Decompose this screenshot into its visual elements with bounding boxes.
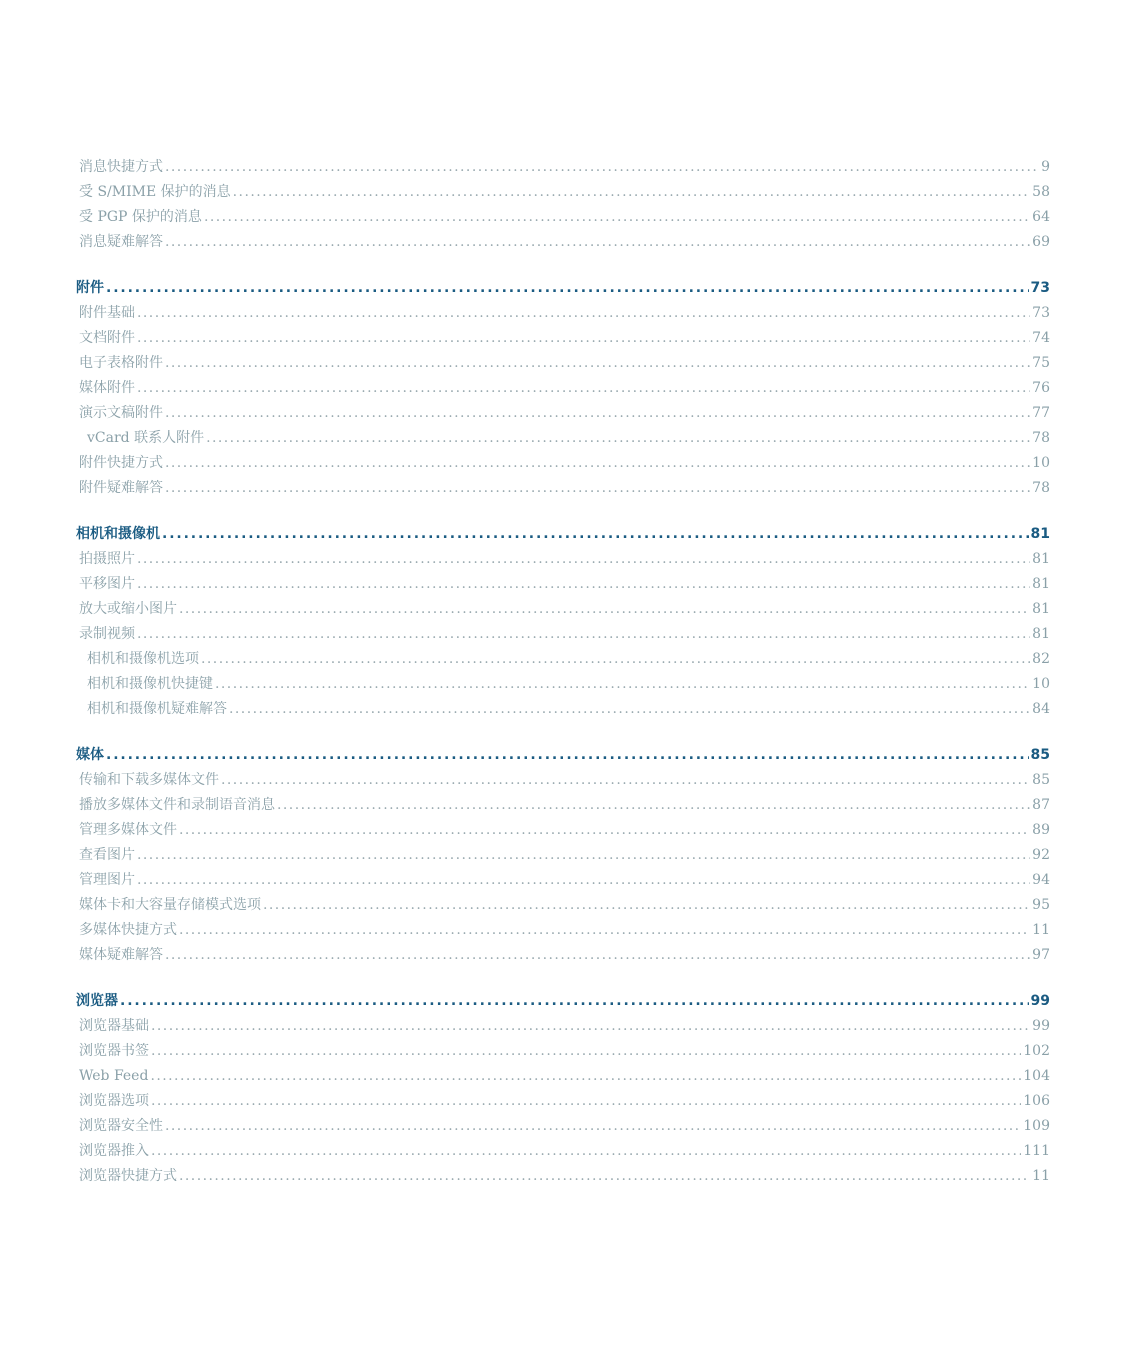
toc-entry[interactable] bbox=[76, 1014, 1050, 1039]
dot-leader bbox=[165, 476, 1030, 501]
dot-leader bbox=[151, 1039, 1021, 1064]
toc-heading-label: 相机和摄像机 bbox=[76, 526, 160, 542]
toc-entry-label: 管理多媒体文件 bbox=[79, 822, 177, 838]
toc-entry-label: Web Feed bbox=[79, 1068, 149, 1084]
toc-entry[interactable] bbox=[76, 918, 1050, 943]
toc-entry-page: 95 bbox=[1032, 897, 1050, 913]
toc-entry[interactable] bbox=[76, 768, 1050, 793]
toc-entry-label: 电子表格附件 bbox=[79, 355, 163, 371]
dot-leader bbox=[137, 376, 1030, 401]
toc-entry[interactable] bbox=[76, 205, 1050, 230]
dot-leader bbox=[179, 918, 1030, 943]
table-of-contents bbox=[76, 155, 1050, 1210]
toc-entry-label: 管理图片 bbox=[79, 872, 135, 888]
toc-entry-label: 拍摄照片 bbox=[79, 551, 135, 567]
toc-entry-page: 76 bbox=[1032, 380, 1050, 396]
dot-leader bbox=[137, 547, 1030, 572]
toc-entry[interactable] bbox=[76, 451, 1050, 476]
toc-entry[interactable] bbox=[76, 547, 1050, 572]
dot-leader bbox=[165, 230, 1030, 255]
toc-section-heading[interactable] bbox=[76, 522, 1050, 547]
toc-entry-label: 相机和摄像机选项 bbox=[87, 651, 199, 667]
toc-entry-label: 平移图片 bbox=[79, 576, 135, 592]
dot-leader bbox=[221, 768, 1030, 793]
toc-entry-label: 播放多媒体文件和录制语音消息 bbox=[79, 797, 275, 813]
toc-entry[interactable] bbox=[76, 1139, 1050, 1164]
toc-entry-label: 附件快捷方式 bbox=[79, 455, 163, 471]
toc-entry-page: 78 bbox=[1032, 480, 1050, 496]
dot-leader bbox=[137, 868, 1030, 893]
toc-entry-page: 84 bbox=[1032, 701, 1050, 717]
dot-leader bbox=[277, 793, 1030, 818]
toc-entry[interactable] bbox=[76, 1164, 1050, 1189]
dot-leader bbox=[151, 1139, 1021, 1164]
toc-entry[interactable] bbox=[76, 326, 1050, 351]
dot-leader bbox=[233, 180, 1031, 205]
dot-leader bbox=[151, 1014, 1030, 1039]
dot-leader bbox=[165, 1114, 1021, 1139]
toc-entry-label: 附件疑难解答 bbox=[79, 480, 163, 496]
toc-entry[interactable] bbox=[76, 868, 1050, 893]
toc-entry-label: 多媒体快捷方式 bbox=[79, 922, 177, 938]
toc-entry[interactable] bbox=[76, 351, 1050, 376]
toc-entry-label: 受 PGP 保护的消息 bbox=[79, 209, 202, 225]
dot-leader bbox=[120, 989, 1029, 1014]
toc-entry-page: 11 bbox=[1032, 1168, 1050, 1184]
toc-section-heading[interactable] bbox=[76, 743, 1050, 768]
toc-entry-label: 放大或缩小图片 bbox=[79, 601, 177, 617]
toc-entry[interactable] bbox=[76, 672, 1050, 697]
toc-entry-page: 77 bbox=[1032, 405, 1050, 421]
dot-leader bbox=[137, 843, 1030, 868]
toc-heading-page: 85 bbox=[1030, 747, 1050, 763]
toc-entry-label: 传输和下载多媒体文件 bbox=[79, 772, 219, 788]
dot-leader bbox=[162, 522, 1029, 547]
toc-entry-label: 媒体疑难解答 bbox=[79, 947, 163, 963]
dot-leader bbox=[165, 155, 1039, 180]
toc-section-attachments bbox=[76, 276, 1050, 501]
dot-leader bbox=[106, 743, 1029, 768]
toc-entry[interactable] bbox=[76, 1039, 1050, 1064]
dot-leader bbox=[137, 572, 1030, 597]
toc-entry-label: 消息快捷方式 bbox=[79, 159, 163, 175]
toc-entry-page: 109 bbox=[1023, 1118, 1050, 1134]
toc-entry-page: 111 bbox=[1023, 1143, 1050, 1159]
toc-entry[interactable] bbox=[76, 893, 1050, 918]
toc-entry[interactable] bbox=[76, 155, 1050, 180]
toc-entry-label: 浏览器书签 bbox=[79, 1043, 149, 1059]
toc-entry-page: 89 bbox=[1032, 822, 1050, 838]
dot-leader bbox=[165, 943, 1030, 968]
toc-entry-page: 58 bbox=[1032, 184, 1050, 200]
toc-entry-label: vCard 联系人附件 bbox=[87, 430, 205, 446]
toc-entry-label: 相机和摄像机疑难解答 bbox=[87, 701, 227, 717]
dot-leader bbox=[229, 697, 1030, 722]
toc-entry-label: 演示文稿附件 bbox=[79, 405, 163, 421]
toc-entry[interactable] bbox=[76, 943, 1050, 968]
toc-entry[interactable] bbox=[76, 376, 1050, 401]
toc-entry[interactable] bbox=[76, 647, 1050, 672]
toc-section-heading[interactable] bbox=[76, 989, 1050, 1014]
toc-entry[interactable] bbox=[76, 301, 1050, 326]
dot-leader bbox=[137, 301, 1030, 326]
toc-entry-label: 浏览器选项 bbox=[79, 1093, 149, 1109]
toc-entry-page: 104 bbox=[1023, 1068, 1050, 1084]
toc-entry-page: 81 bbox=[1032, 576, 1050, 592]
toc-entry-page: 10 bbox=[1032, 676, 1050, 692]
toc-entry-label: 文档附件 bbox=[79, 330, 135, 346]
dot-leader bbox=[204, 205, 1030, 230]
toc-entry-label: 附件基础 bbox=[79, 305, 135, 321]
toc-section-media bbox=[76, 743, 1050, 968]
dot-leader bbox=[137, 326, 1030, 351]
toc-entry[interactable] bbox=[76, 1064, 1050, 1089]
toc-entry-label: 查看图片 bbox=[79, 847, 135, 863]
toc-entry-page: 11 bbox=[1032, 922, 1050, 938]
toc-entry-page: 94 bbox=[1032, 872, 1050, 888]
dot-leader bbox=[165, 451, 1030, 476]
dot-leader bbox=[165, 351, 1030, 376]
toc-section-browser bbox=[76, 989, 1050, 1189]
dot-leader bbox=[151, 1089, 1021, 1114]
toc-entry-page: 10 bbox=[1032, 455, 1050, 471]
toc-entry-label: 录制视频 bbox=[79, 626, 135, 642]
toc-entry-label: 媒体附件 bbox=[79, 380, 135, 396]
toc-entry-page: 85 bbox=[1032, 772, 1050, 788]
toc-entry-page: 99 bbox=[1032, 1018, 1050, 1034]
toc-entry-page: 92 bbox=[1032, 847, 1050, 863]
toc-heading-label: 媒体 bbox=[76, 747, 104, 763]
dot-leader bbox=[215, 672, 1030, 697]
toc-entry-label: 媒体卡和大容量存储模式选项 bbox=[79, 897, 261, 913]
toc-entry[interactable] bbox=[76, 180, 1050, 205]
toc-entry-label: 相机和摄像机快捷键 bbox=[87, 676, 213, 692]
toc-entry[interactable] bbox=[76, 426, 1050, 451]
dot-leader bbox=[263, 893, 1030, 918]
toc-heading-page: 99 bbox=[1030, 993, 1050, 1009]
toc-entry[interactable] bbox=[76, 476, 1050, 501]
toc-heading-page: 81 bbox=[1030, 526, 1050, 542]
toc-entry-page: 78 bbox=[1032, 430, 1050, 446]
toc-entry-page: 82 bbox=[1032, 651, 1050, 667]
toc-entry[interactable] bbox=[76, 622, 1050, 647]
toc-entry[interactable] bbox=[76, 597, 1050, 622]
toc-entry-page: 73 bbox=[1032, 305, 1050, 321]
toc-entry-page: 74 bbox=[1032, 330, 1050, 346]
dot-leader bbox=[106, 276, 1029, 301]
toc-entry[interactable] bbox=[76, 843, 1050, 868]
toc-entry[interactable] bbox=[76, 572, 1050, 597]
toc-section-heading[interactable] bbox=[76, 276, 1050, 301]
dot-leader bbox=[201, 647, 1030, 672]
toc-entry-label: 受 S/MIME 保护的消息 bbox=[79, 184, 231, 200]
toc-heading-label: 浏览器 bbox=[76, 993, 118, 1009]
toc-entry[interactable] bbox=[76, 1114, 1050, 1139]
dot-leader bbox=[179, 1164, 1030, 1189]
toc-entry[interactable] bbox=[76, 1089, 1050, 1114]
toc-entry[interactable] bbox=[76, 793, 1050, 818]
toc-entry-page: 102 bbox=[1023, 1043, 1050, 1059]
dot-leader bbox=[165, 401, 1030, 426]
dot-leader bbox=[179, 597, 1030, 622]
toc-entry-label: 消息疑难解答 bbox=[79, 234, 163, 250]
toc-entry-page: 9 bbox=[1041, 159, 1050, 175]
toc-entry-page: 97 bbox=[1032, 947, 1050, 963]
toc-entry-page: 75 bbox=[1032, 355, 1050, 371]
toc-entry-label: 浏览器推入 bbox=[79, 1143, 149, 1159]
dot-leader bbox=[150, 1064, 1021, 1089]
toc-entry-page: 87 bbox=[1032, 797, 1050, 813]
toc-entry[interactable] bbox=[76, 818, 1050, 843]
toc-entry-page: 64 bbox=[1032, 209, 1050, 225]
toc-section-camera bbox=[76, 522, 1050, 722]
toc-entry-page: 106 bbox=[1023, 1093, 1050, 1109]
toc-entry-page: 81 bbox=[1032, 626, 1050, 642]
toc-entry-page: 69 bbox=[1032, 234, 1050, 250]
toc-entry-label: 浏览器基础 bbox=[79, 1018, 149, 1034]
toc-entry-label: 浏览器快捷方式 bbox=[79, 1168, 177, 1184]
toc-intro-group bbox=[76, 155, 1050, 255]
dot-leader bbox=[179, 818, 1030, 843]
toc-entry-page: 81 bbox=[1032, 551, 1050, 567]
toc-entry-label: 浏览器安全性 bbox=[79, 1118, 163, 1134]
toc-entry[interactable] bbox=[76, 230, 1050, 255]
toc-heading-label: 附件 bbox=[76, 280, 104, 296]
toc-entry-page: 81 bbox=[1032, 601, 1050, 617]
toc-heading-page: 73 bbox=[1030, 280, 1050, 296]
toc-entry[interactable] bbox=[76, 401, 1050, 426]
toc-entry[interactable] bbox=[76, 697, 1050, 722]
dot-leader bbox=[206, 426, 1030, 451]
dot-leader bbox=[137, 622, 1030, 647]
